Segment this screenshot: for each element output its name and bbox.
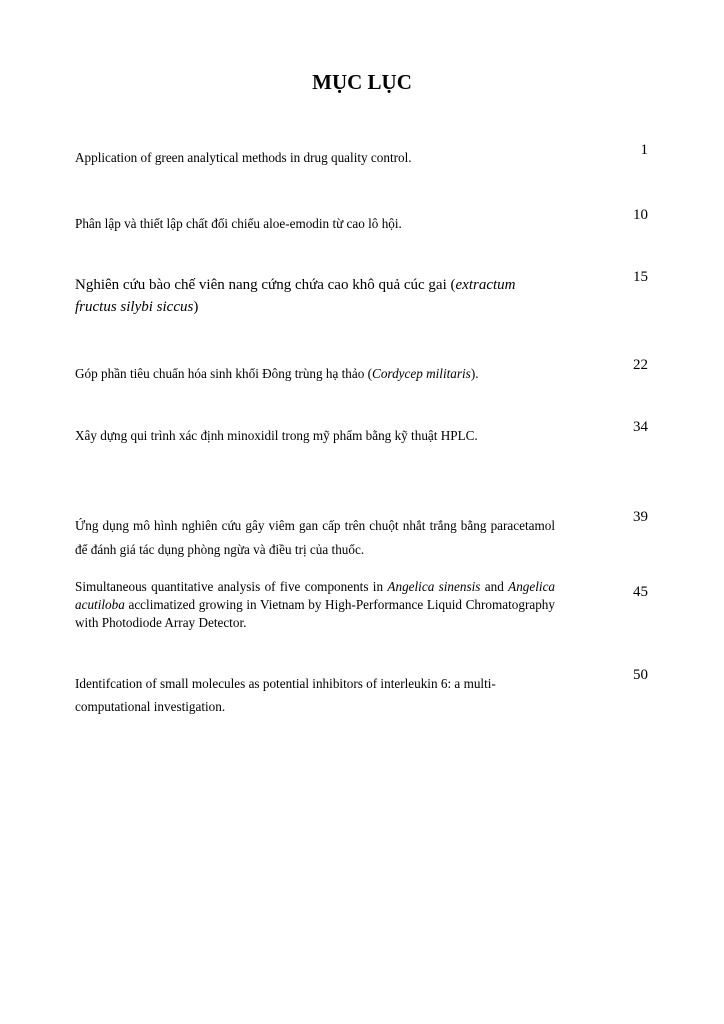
toc-page-number: 10 [633, 207, 648, 223]
toc-entry-title: Identifcation of small molecules as potential inhibitors of interleukin 6: a multi‐ computational investigation. [75, 676, 496, 714]
toc-entry-title: Xây dựng qui trình xác định minoxidil trong mỹ phẩm bằng kỹ thuật HPLC. [75, 428, 478, 443]
toc-entry-italic: Angelica sinensis [387, 579, 481, 594]
toc-page-number: 22 [633, 357, 648, 373]
toc-page-number: 45 [633, 584, 648, 600]
toc-page-number: 34 [633, 419, 648, 435]
toc-entry-title: Góp phần tiêu chuẩn hóa sinh khối Đông trùng hạ thảo (Cordycep militaris). [75, 366, 479, 381]
toc-page-number: 39 [633, 509, 648, 525]
toc-entry-italic: extractum fructus silybi siccus [75, 277, 516, 315]
toc-entry-title: Application of green analytical methods in drug quality control. [75, 150, 412, 165]
page-title: MỤC LỤC [312, 70, 412, 94]
toc-entry-italic: Angelica acutiloba [75, 579, 556, 612]
toc-entry-title: Ứng dụng mô hình nghiên cứu gây viêm gan cấp trên chuột nhắt trắng bằng paracetamol để đánh giá tác dụng phòng ngừa và điều trị của thuốc. [75, 518, 555, 557]
toc-page-number: 1 [640, 142, 648, 158]
toc-entry-title: Simultaneous quantitative analysis of five components in Angelica sinensis and Angelica acutiloba acclimatized growing in Vietnam by High-Performance Liquid Chromatography with Photodiode Array Detector. [75, 579, 556, 630]
toc-entry-title: Nghiên cứu bào chế viên nang cứng chứa cao khô quả cúc gai (extractum fructus silybi siccus) [75, 277, 516, 315]
toc-entry-title: Phân lập và thiết lập chất đối chiếu aloe-emodin từ cao lô hội. [75, 216, 402, 231]
toc-page-number: 50 [633, 667, 648, 683]
toc-page-number: 15 [633, 269, 648, 285]
toc-entry-italic: Cordycep militaris [372, 366, 471, 381]
